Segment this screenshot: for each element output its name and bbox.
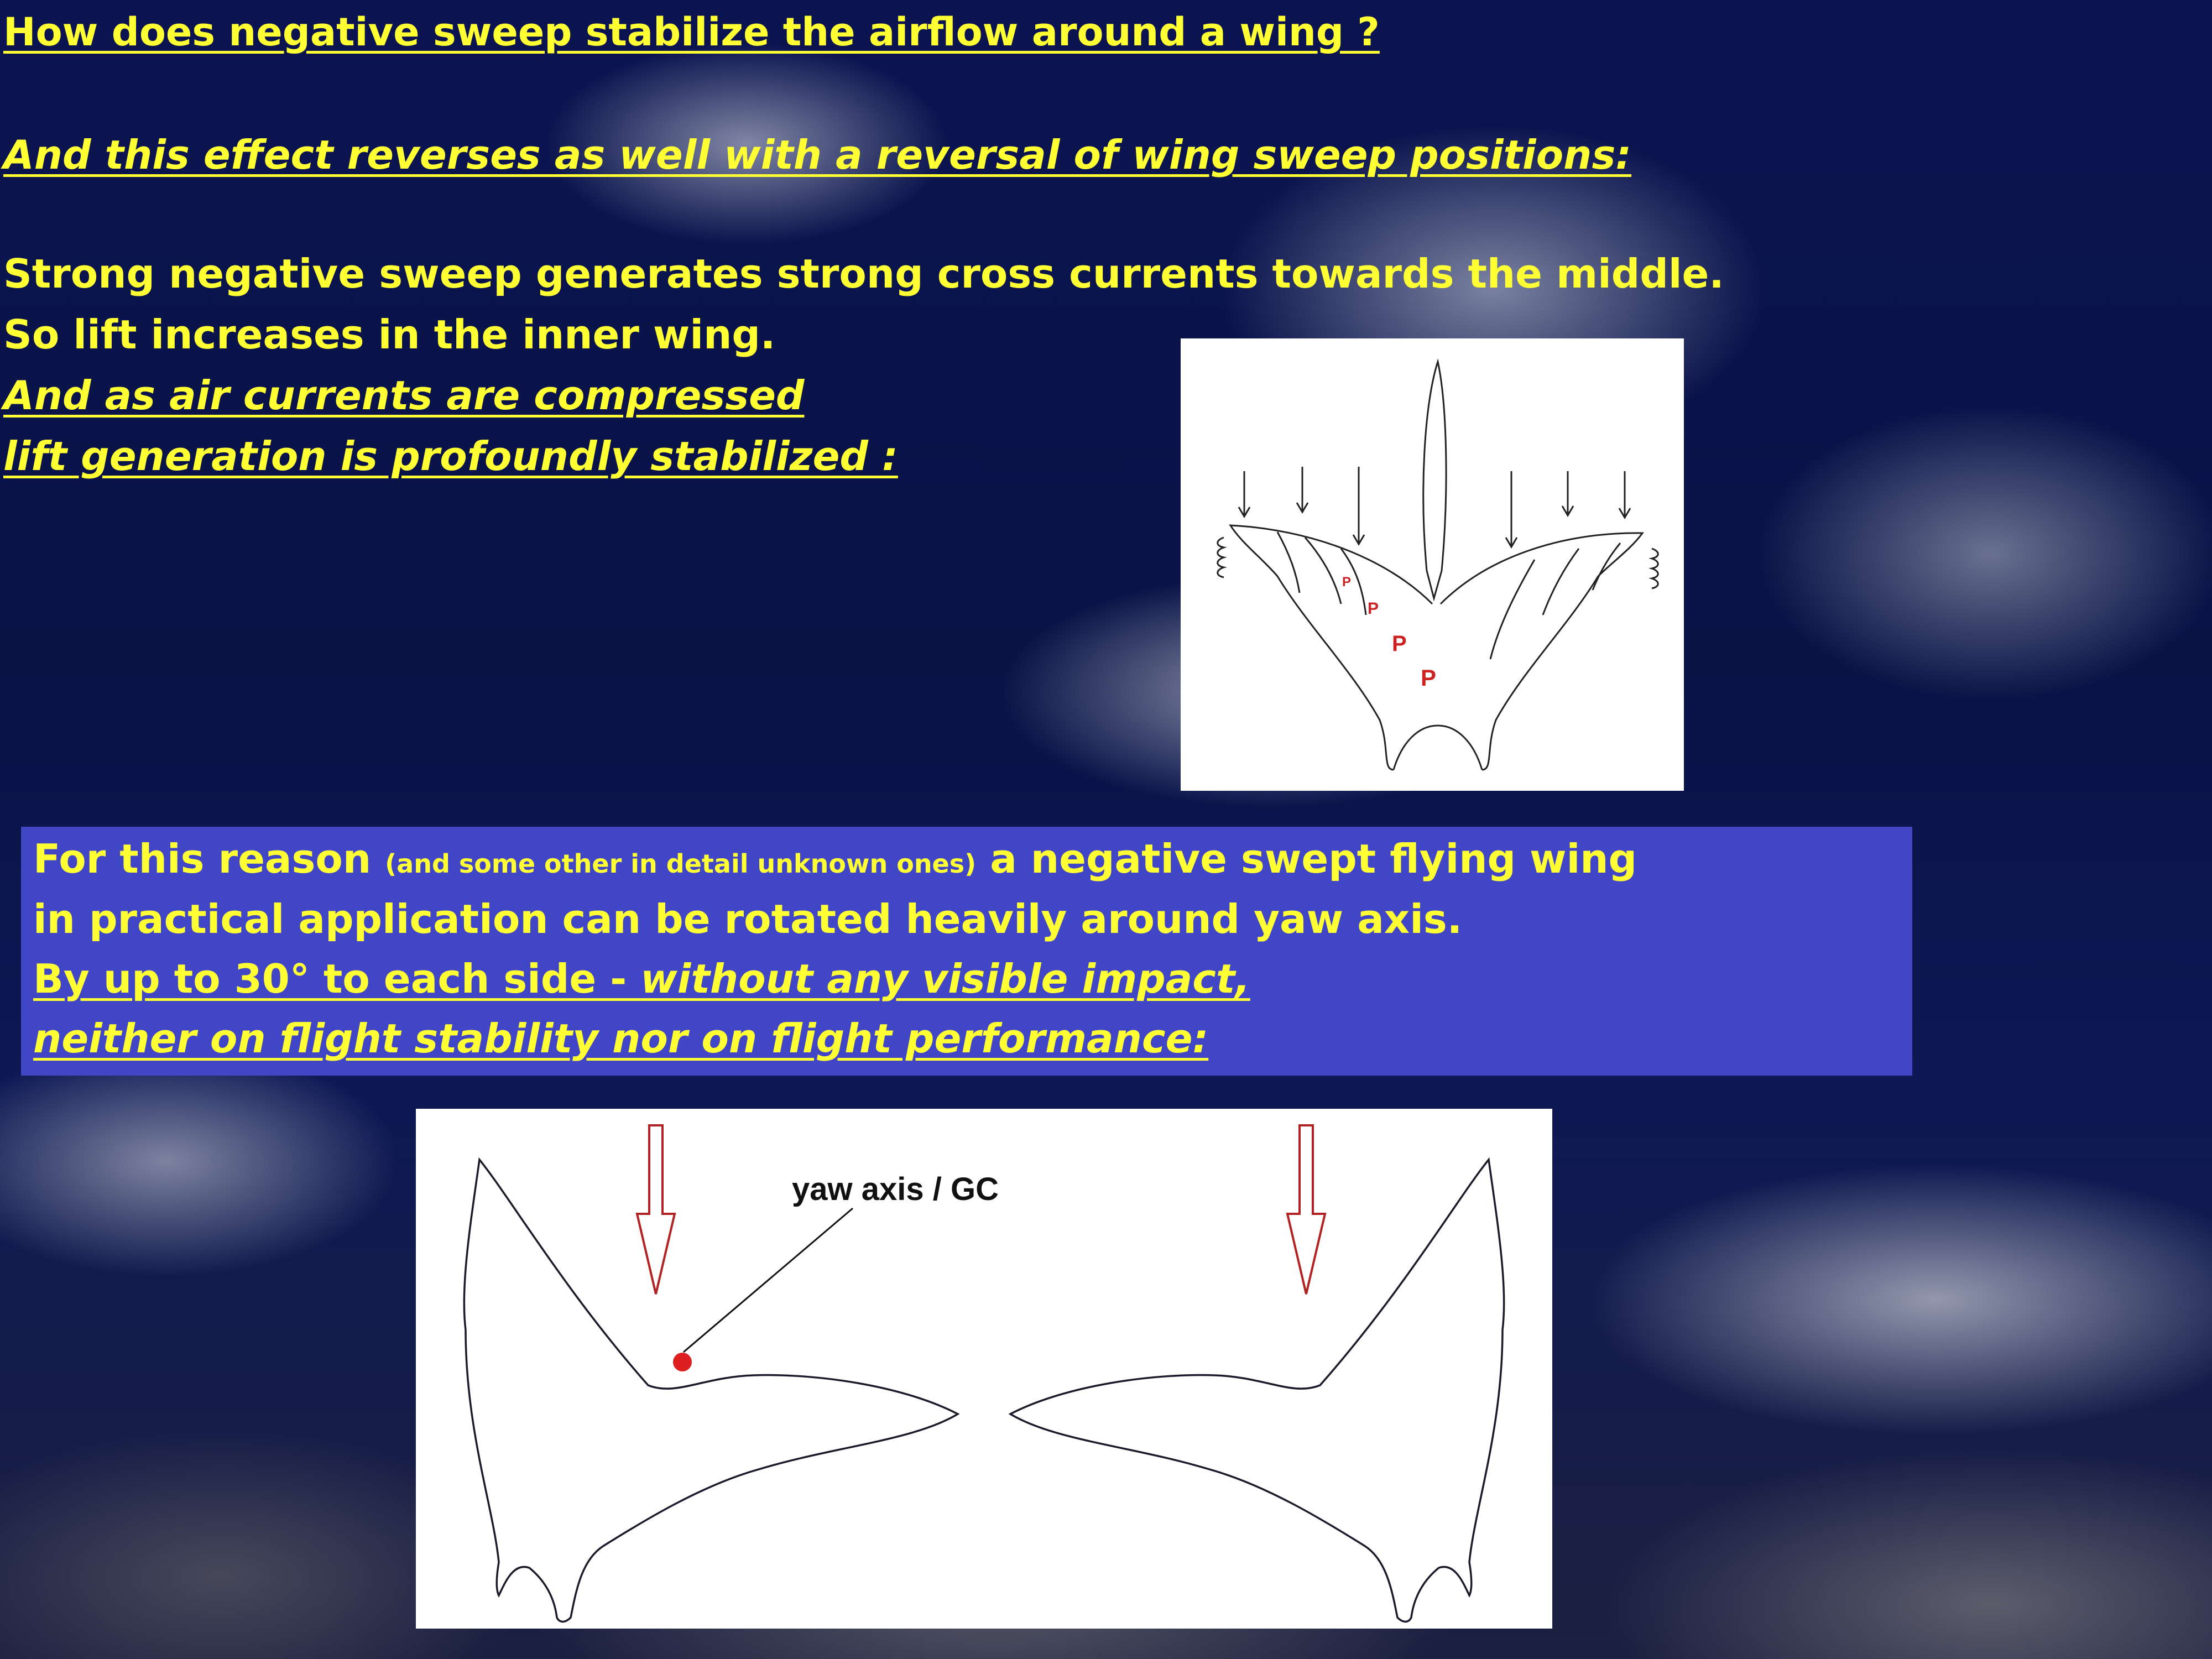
left-rotated-wing [464,1160,958,1622]
yaw-rotation-diagram [416,1109,1552,1629]
box-line-1 [33,831,1637,891]
yaw-wings-drawing [416,1109,1552,1629]
right-wing-outline [1441,533,1642,770]
gc-marker [673,1353,692,1371]
pressure-label-2: P [1368,599,1379,618]
box-line-1b: a negative swept flying wing [976,836,1637,882]
explanation-box [21,827,1912,1076]
text-compressed: And as air currents are compressed [3,372,805,419]
box-line-3b: without any visible impact, [640,956,1250,1002]
tail-opening [1394,726,1482,770]
down-arrow-left-icon [637,1125,675,1294]
subtitle-reversal: And this effect reverses as well with a reversal of wing sweep positions: [3,132,1632,178]
pressure-label-3: P [1392,632,1407,656]
box-line-2: in practical application can be rotated heavily around yaw axis. [33,896,1463,942]
down-arrow-right-icon [1287,1125,1325,1294]
box-line-1-note: (and some other in detail unknown ones) [385,849,977,879]
pressure-label-4: P [1421,665,1437,691]
right-rotated-wing [1010,1160,1504,1622]
box-line-4: neither on flight stability nor on flight performance: [33,1015,1209,1062]
text-cross-currents: Strong negative sweep generates strong cross currents towards the middle. [3,251,1724,297]
text-stabilized: lift generation is profoundly stabilized : [3,433,898,479]
annotation-leader-line [684,1208,853,1352]
title-question: How does negative sweep stabilize the airflow around a wing ? [3,9,1380,55]
wing-airflow-drawing [1181,338,1684,791]
box-line-3 [33,951,1250,1006]
pressure-label-1: P [1342,575,1352,589]
fuselage-spike [1423,362,1446,598]
box-line-3a: By up to 30° to each side - [33,956,641,1002]
negative-sweep-diagram [1181,338,1684,791]
text-lift-inner-wing: So lift increases in the inner wing. [3,311,776,358]
yaw-axis-label: yaw axis / GC [792,1171,999,1207]
box-line-1a: For this reason [33,836,385,882]
